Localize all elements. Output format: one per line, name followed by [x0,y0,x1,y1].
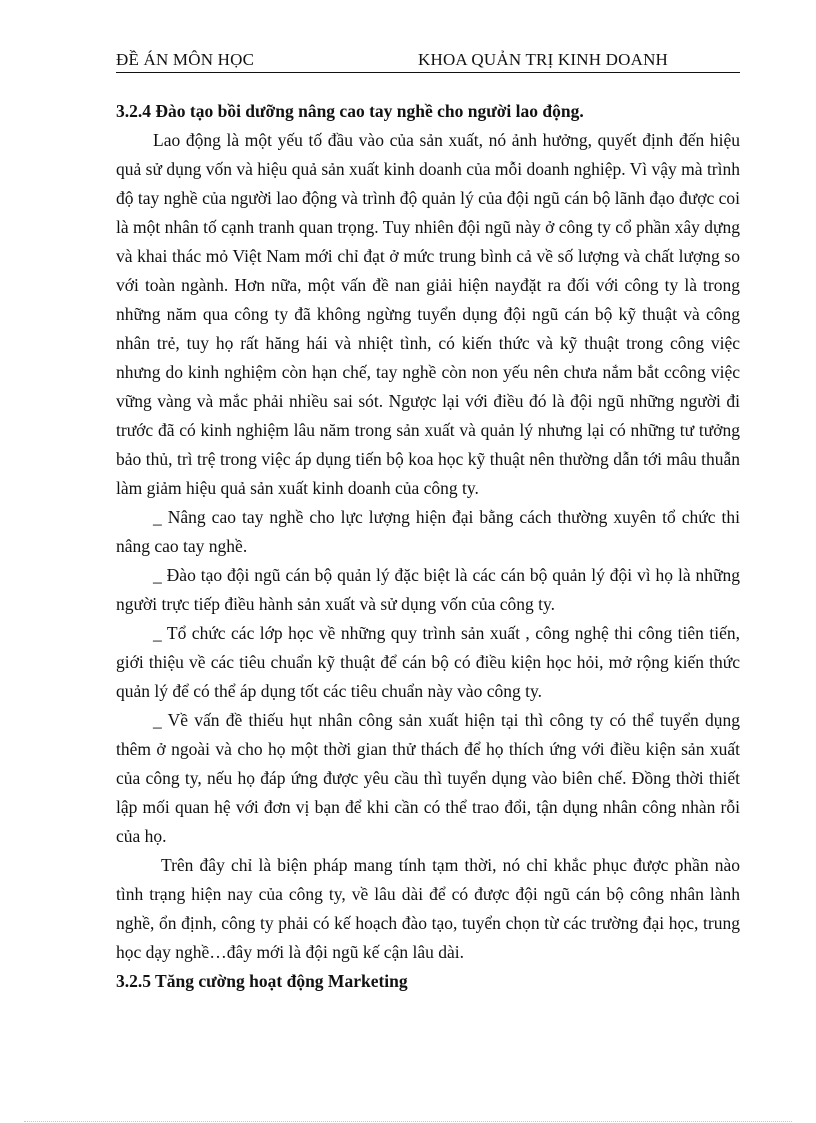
paragraph-conclusion: Trên đây chỉ là biện pháp mang tính tạm thời, nó chỉ khắc phục được phần nào tình trạng hiện nay của công ty, về lâu dài để có được đội ngũ cán bộ công nhân lành nghề, ổn định, công ty phải có kế hoạch đào tạo, tuyển chọn từ các trường đại học, trung học dạy nghề…đây mới là đội ngũ kế cận lâu dài. [116,855,740,962]
header-course-title: ĐỀ ÁN MÔN HỌC [116,50,255,69]
paragraph-bullet-skill-contest: _ Nâng cao tay nghề cho lực lượng hiện đại bằng cách thường xuyên tổ chức thi nâng cao tay nghề. [116,507,740,556]
header-faculty-name: KHOA QUẢN TRỊ KINH DOANH [418,50,669,69]
paragraph-bullet-classes: _ Tổ chức các lớp học về những quy trình sản xuất , công nghệ thi công tiên tiến, giới thiệu về các tiêu chuẩn kỹ thuật để cán bộ có điều kiện học hỏi, mở rộng kiến thức quản lý để có thể áp dụng tốt các tiêu chuẩn này vào công ty. [116,623,740,701]
section-heading-3-2-5: 3.2.5 Tăng cường hoạt động Marketing [116,971,408,991]
document-body [116,97,740,996]
paragraph-intro: Lao động là một yếu tố đầu vào của sản xuất, nó ảnh hưởng, quyết định đến hiệu quả sử dụng vốn và hiệu quả sản xuất kinh doanh của mỗi doanh nghiệp. Vì vậy mà trình độ tay nghề của người lao động và trình độ quản lý của đội ngũ cán bộ lãnh đạo được coi là một nhân tố cạnh tranh quan trọng. Tuy nhiên đội ngũ này ở công ty cổ phần xây dựng và khai thác mỏ Việt Nam mới chỉ đạt ở mức trung bình cả về số lượng và chất lượng so với toàn ngành. Hơn nữa, một vấn đề nan giải hiện nayđặt ra đối với công ty là trong những năm qua công ty đã không ngừng tuyển dụng đội ngũ cán bộ kỹ thuật và công nhân trẻ, tuy họ rất hăng hái và nhiệt tình, có kiến thức và kỹ thuật trong công việc nhưng do kinh nghiệm còn hạn chế, tay nghề còn non yếu nên chưa nắm bắt ccông việc vững vàng và mắc phải nhiều sai sót. Ngược lại với điều đó là đội ngũ những người đi trước đã có kinh nghiệm lâu năm trong sản xuất và quản lý nhưng lại có những tư tưởng bảo thủ, trì trệ trong việc áp dụng tiến bộ koa học kỹ thuật nên thường dẫn tới mâu thuẫn làm giảm hiệu quả sản xuất kinh doanh của công ty. [116,130,740,498]
section-heading-3-2-4: 3.2.4 Đào tạo bồi dưỡng nâng cao tay nghề cho người lao động. [116,101,584,121]
paragraph-bullet-manager-training: _ Đào tạo đội ngũ cán bộ quản lý đặc biệt là các cán bộ quản lý đội vì họ là những người trực tiếp điều hành sản xuất và sử dụng vốn của công ty. [116,565,740,614]
page-bottom-divider [24,1121,792,1122]
paragraph-bullet-labor-shortage: _ Về vấn đề thiếu hụt nhân công sản xuất hiện tại thì công ty có thể tuyển dụng thêm ở ngoài và cho họ một thời gian thử thách để họ thích ứng với điều kiện sản xuất của công ty, nếu họ đáp ứng được yêu cầu thì tuyển dụng vào biên chế. Đồng thời thiết lập mối quan hệ với đơn vị bạn để khi cần có thể trao đổi, tận dụng nhân công nhàn rỗi của họ. [116,710,740,846]
page-header [116,50,740,73]
